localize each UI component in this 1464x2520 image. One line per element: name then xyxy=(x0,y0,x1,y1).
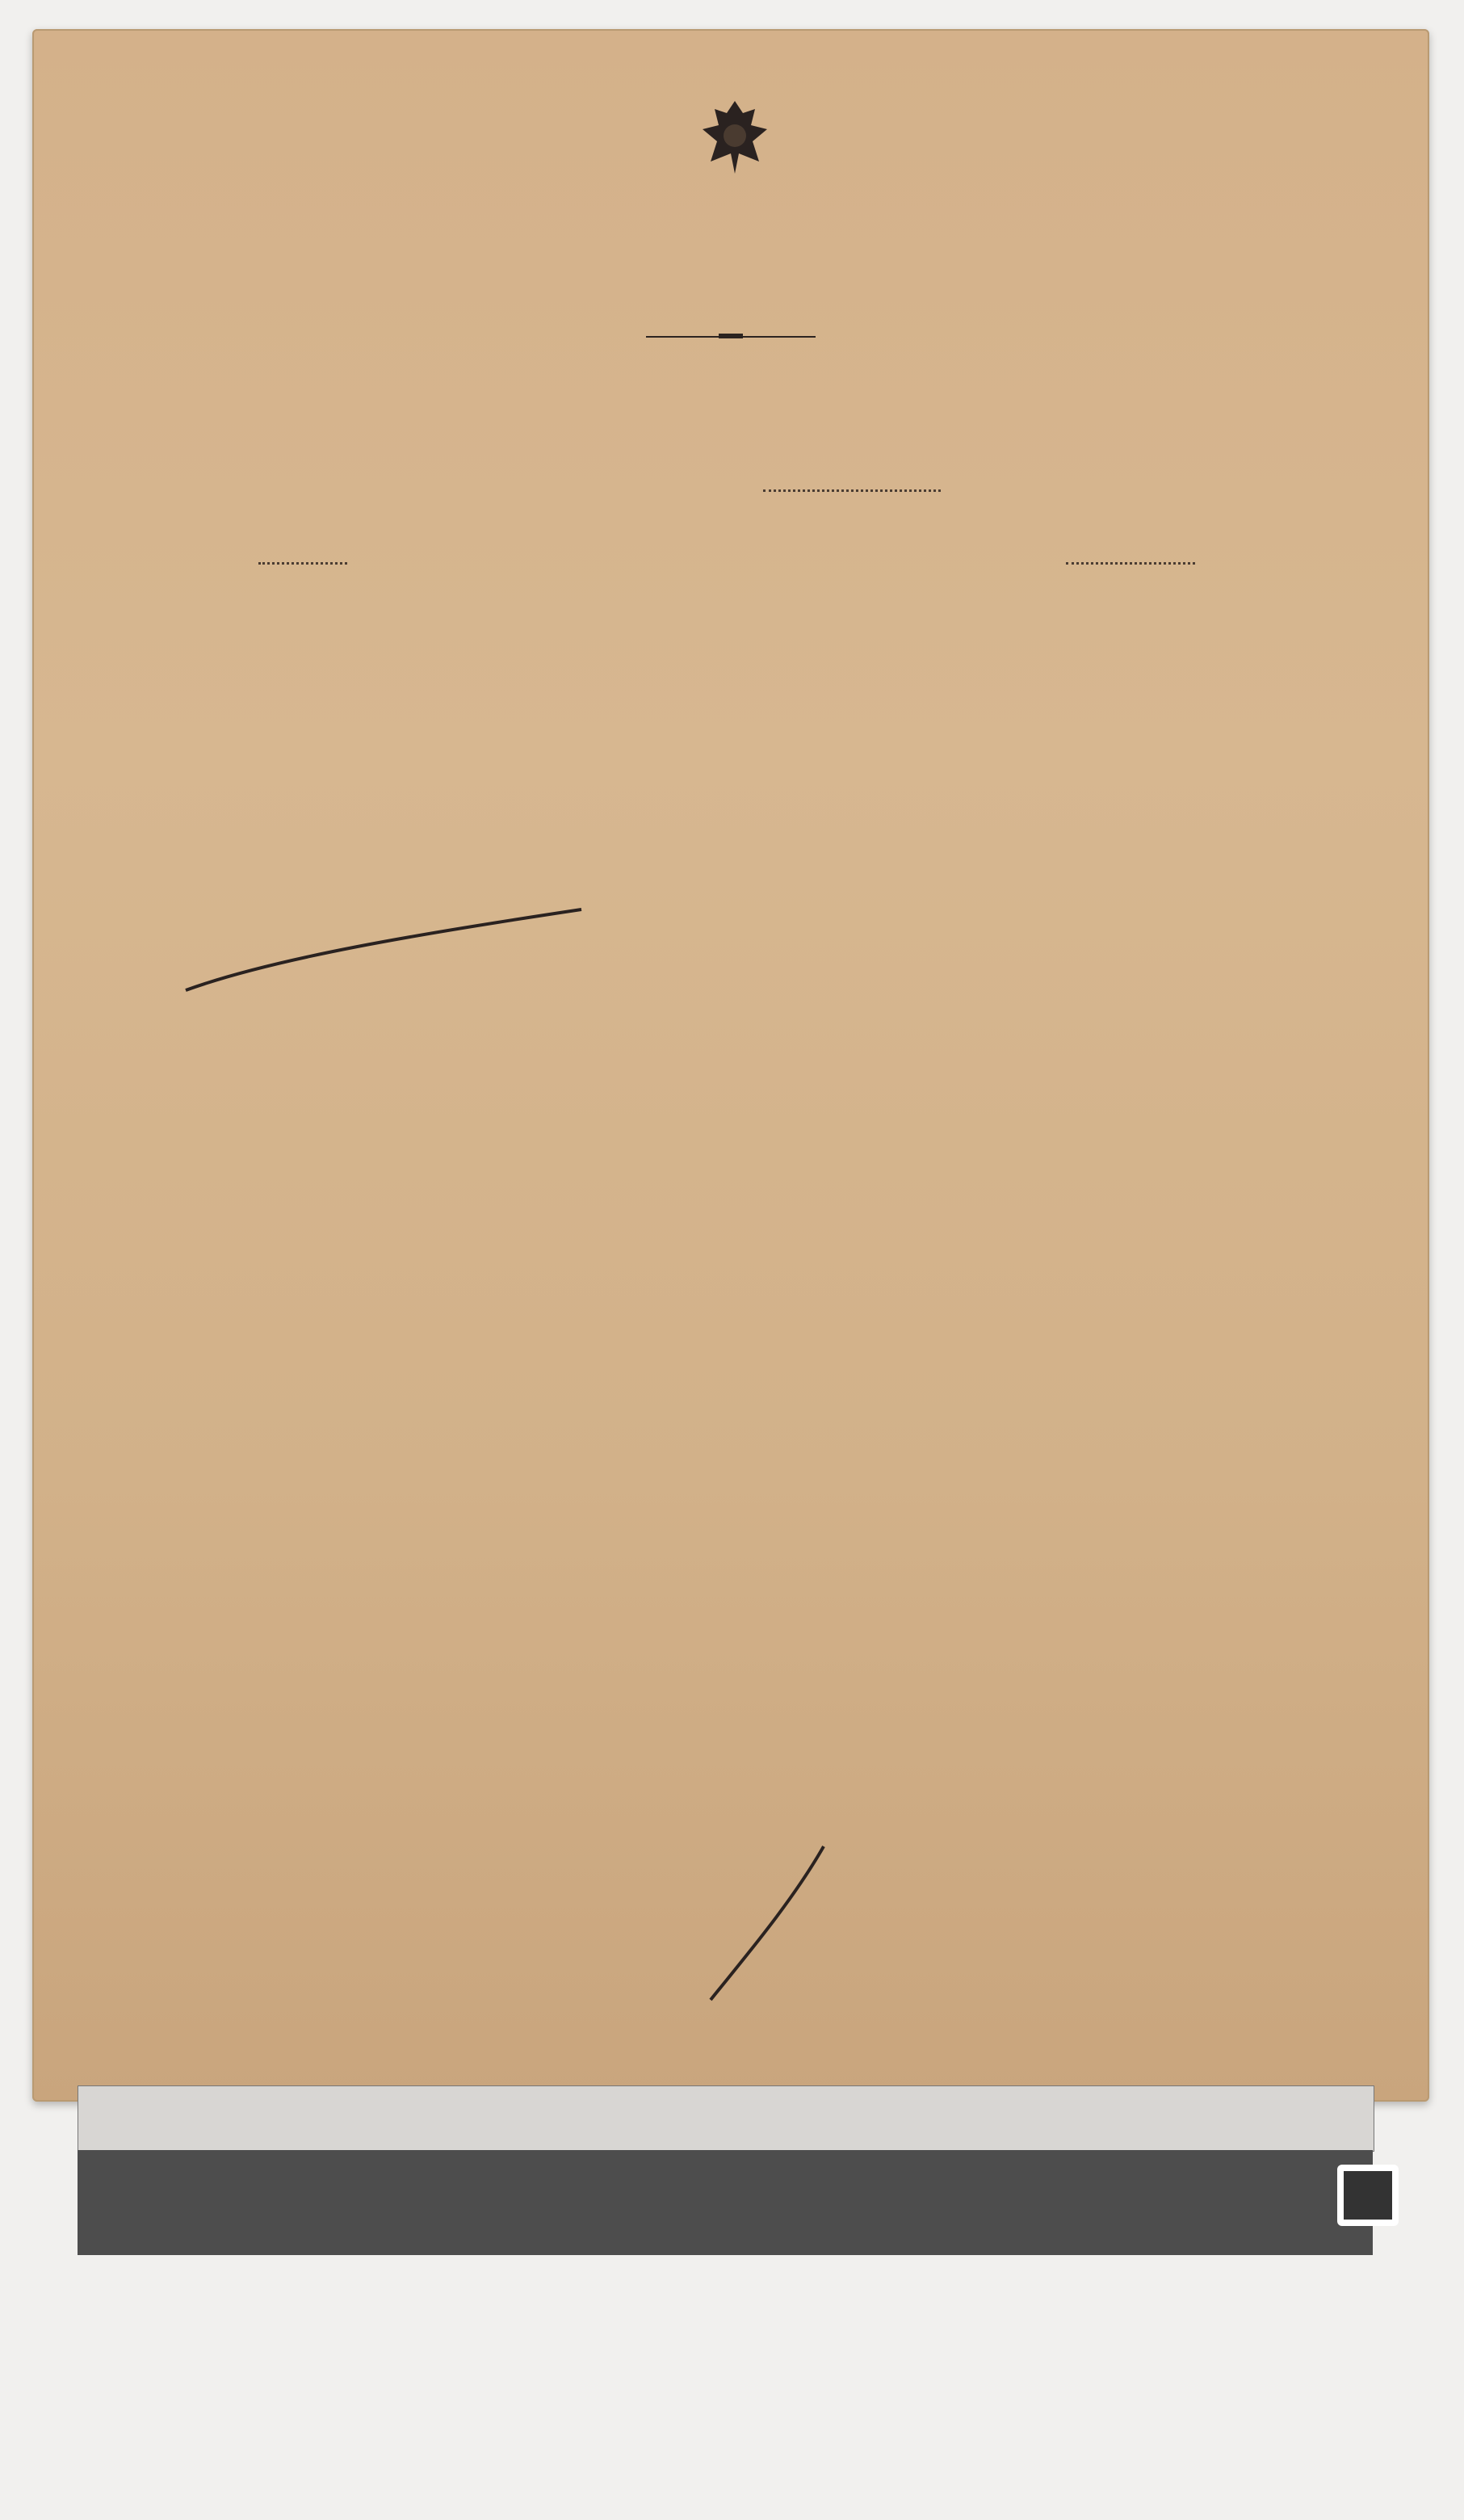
expediente-blank xyxy=(1066,562,1195,565)
coat-of-arms-icon xyxy=(694,97,775,178)
kodak-logo-icon xyxy=(1337,2165,1399,2226)
color-patches xyxy=(78,2255,1373,2472)
document-paper xyxy=(32,29,1429,2102)
informacao-number-blank xyxy=(763,489,941,492)
margin-signature-flourish-icon xyxy=(178,877,598,998)
signature-flourish-icon xyxy=(694,1838,856,2008)
kodak-title-bar xyxy=(78,2150,1373,2255)
measurement-ruler xyxy=(78,2085,1374,2152)
title-divider-mark xyxy=(719,334,743,338)
kodak-logo-mark-icon xyxy=(1337,2165,1399,2226)
seccao-blank xyxy=(258,562,347,565)
